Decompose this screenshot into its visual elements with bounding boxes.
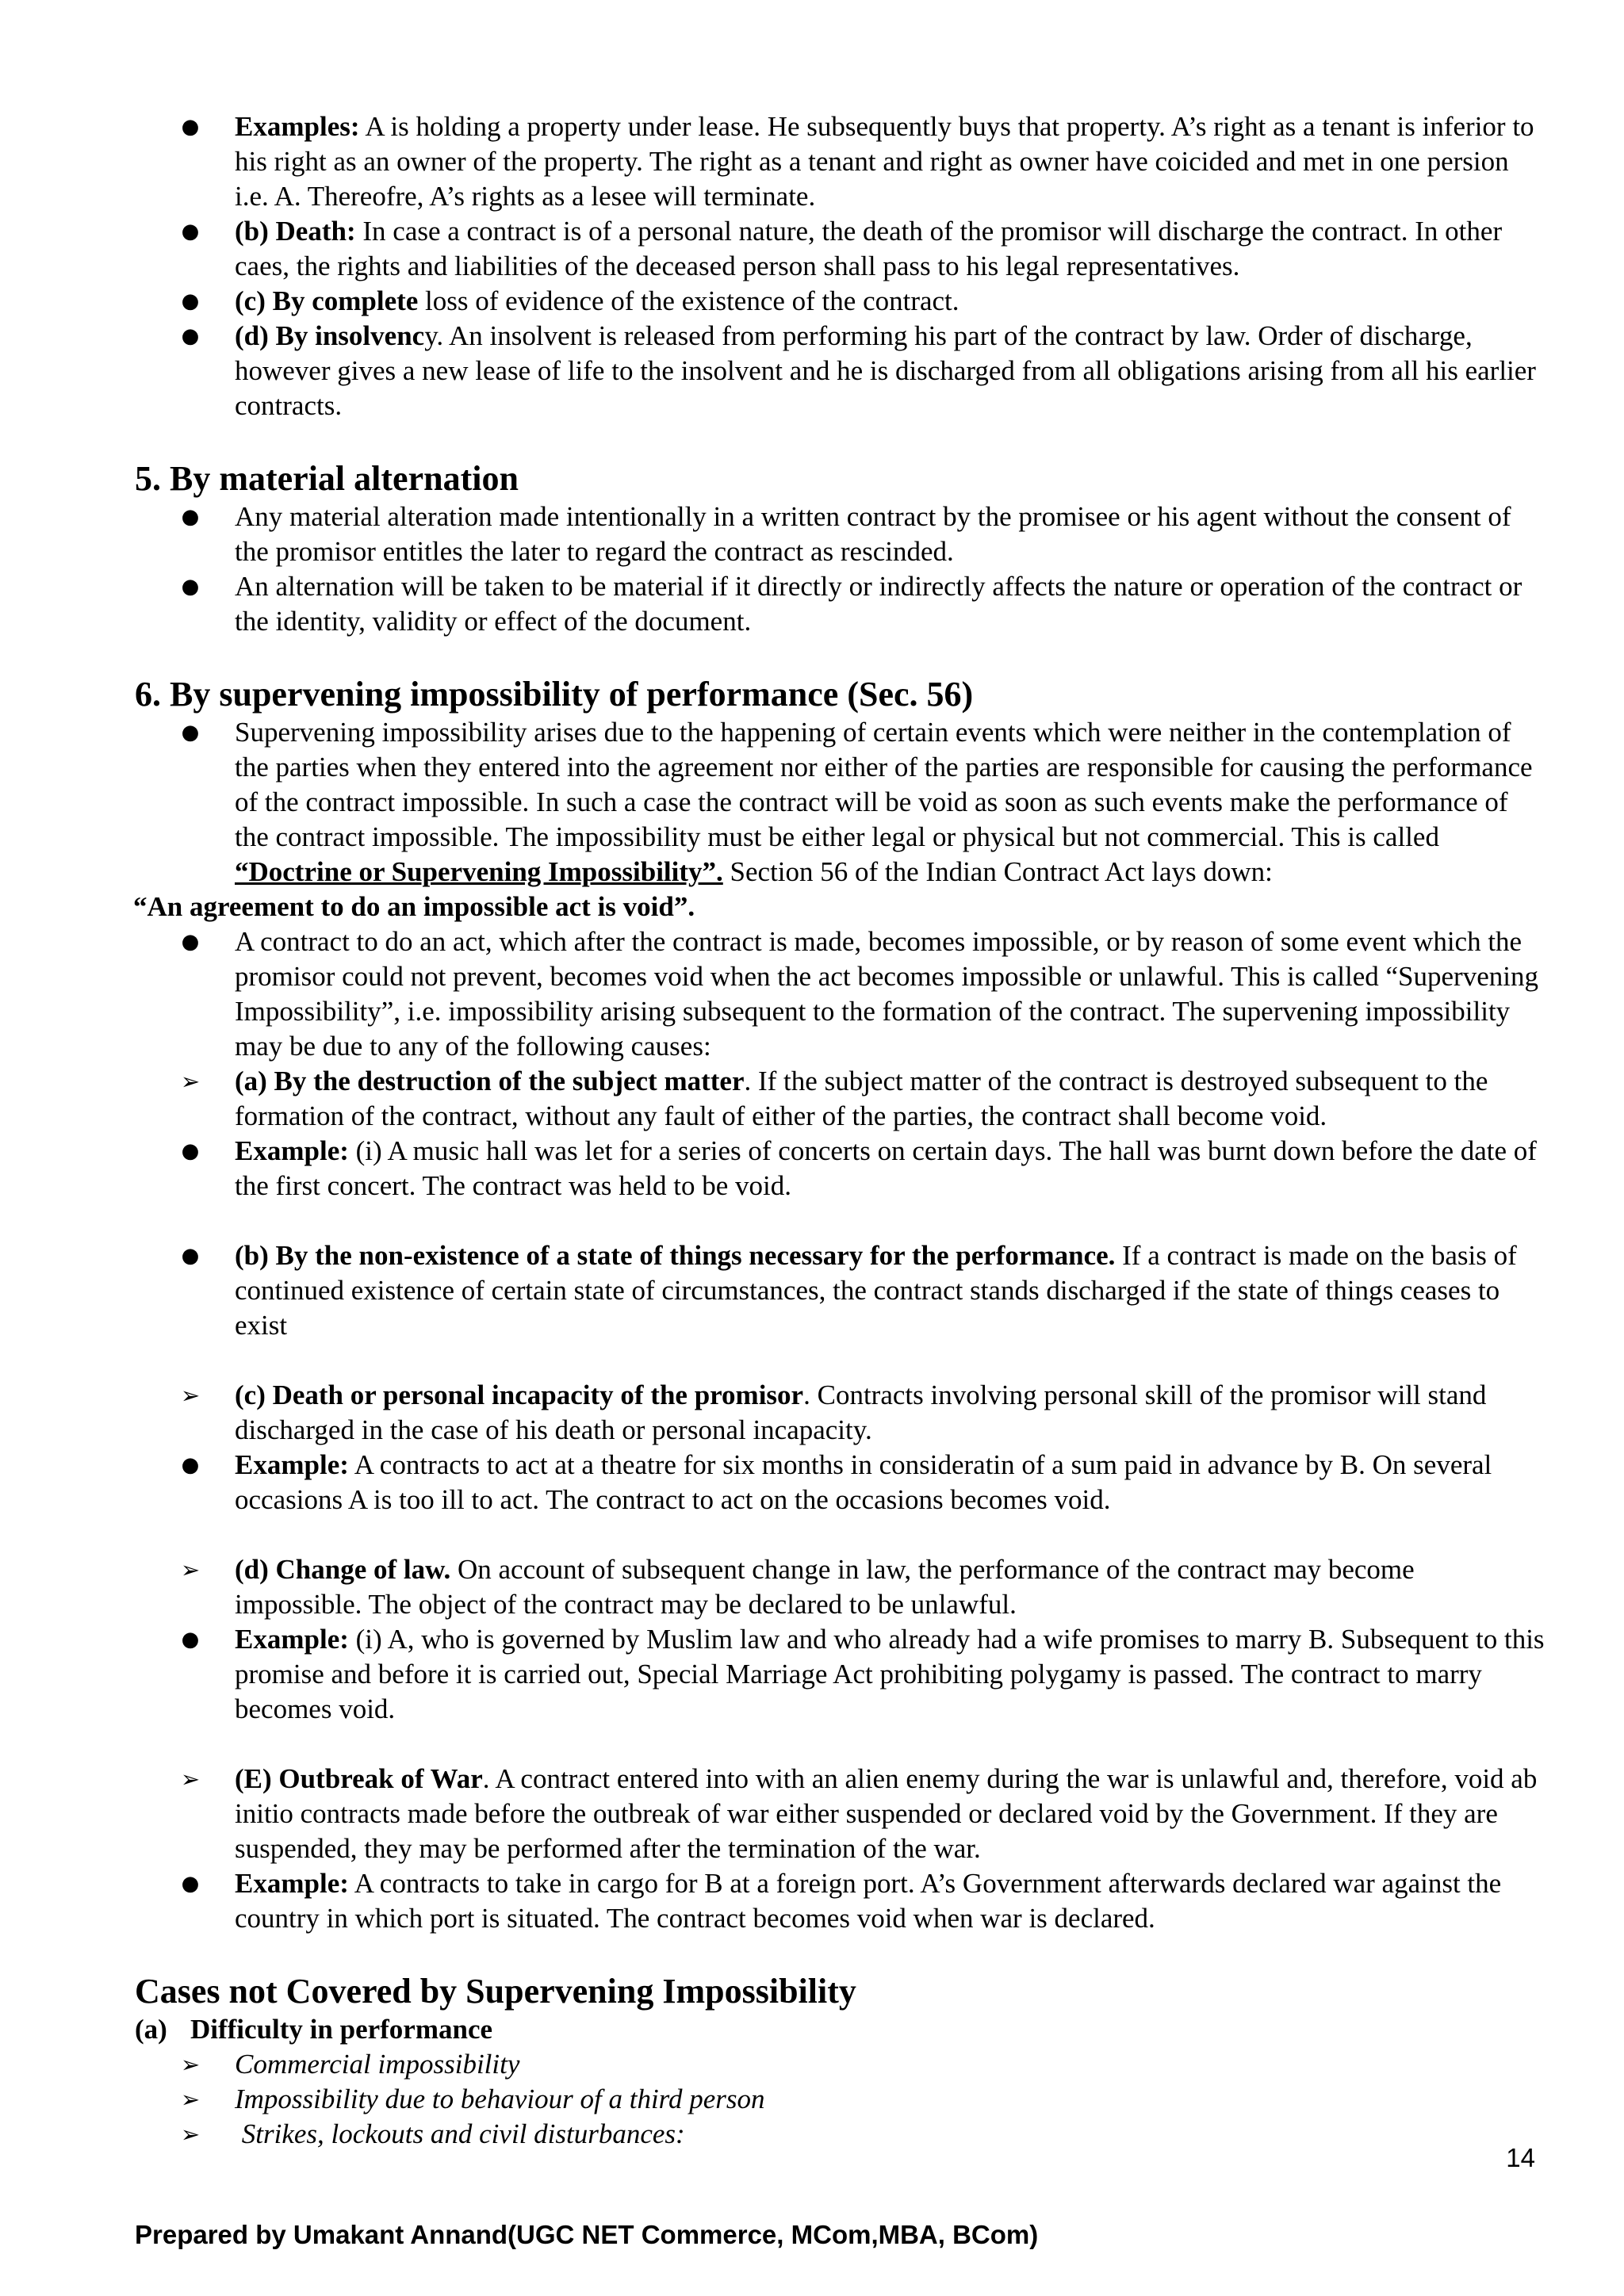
section6-list (135, 924, 1546, 1936)
item-text: . A contract entered into with an alien enemy during the war is unlawful and, therefore, void ab initio contracts made before the outbreak of war either suspended or declared void by the Government. If they are suspended, they may be performed after the termination of the war. (235, 1763, 1538, 1864)
list-item (135, 109, 1546, 214)
bullet-icon: ● (181, 505, 200, 529)
list-item (135, 2047, 1546, 2082)
bullet-icon: ● (181, 1139, 200, 1163)
item-text: An alternation will be taken to be material if it directly or indirectly affects the nature or operation of the contract or the identity, validity or effect of the document. (235, 571, 1522, 637)
item-lead: (b) Death: (235, 216, 356, 247)
section-heading-5: 5. By material alternation (135, 459, 519, 498)
item-lead: Example: (235, 1868, 349, 1899)
bullet-icon: ● (181, 721, 200, 744)
list-item (135, 1552, 1546, 1622)
item-text: . Contracts involving personal skill of the promisor will stand discharged in the case of his death or personal incapacity. (235, 1380, 1487, 1445)
item-text: Any material alteration made intentionally in a written contract by the promisee or his agent without the consent of the promisor entitles the later to regard the contract as rescinded. (235, 501, 1511, 567)
bullet-icon: ● (181, 1872, 200, 1896)
list-item (135, 2082, 1546, 2117)
list-item (135, 1866, 1546, 1936)
item-lead: (d) Change of law. (235, 1554, 451, 1585)
item-lead: Examples: (235, 111, 360, 142)
item-text: y. An insolvent is released from performing his part of the contract by law. Order of discharge, however gives a new lease of life to the insolvent and he is discharged from all obligations arising from all his earlier contracts. (235, 320, 1536, 421)
item-lead: (c) Death or personal incapacity of the promisor (235, 1380, 804, 1410)
arrow-bullet-icon: ➢ (180, 2121, 201, 2148)
list-item (135, 499, 1546, 569)
section-56-quote: “An agreement to do an impossible act is void”. (133, 891, 695, 922)
arrow-bullet-icon: ➢ (180, 1382, 201, 1409)
item-lead: (a) By the destruction of the subject matter (235, 1066, 745, 1096)
list-item (135, 715, 1546, 890)
item-text: Commercial impossibility (235, 2049, 520, 2080)
arrow-bullet-icon: ➢ (180, 1556, 201, 1583)
item-text: (i) A music hall was let for a series of concerts on certain days. The hall was burnt down before the date of the first concert. The contract was held to be void. (235, 1135, 1537, 1201)
item-text: A contracts to take in cargo for B at a foreign port. A’s Government afterwards declared war against the country in which port is situated. The contract becomes void when war is declared. (235, 1868, 1502, 1934)
list-item (135, 2117, 1546, 2152)
item-text: loss of evidence of the existence of the contract. (418, 285, 959, 316)
section-heading-6: 6. By supervening impossibility of performance (Sec. 56) (135, 675, 974, 714)
item-text: (i) A, who is governed by Muslim law and who already had a wife promises to marry B. Subsequent to this promise and before it is carried out, Special Marriage Act prohibiting polygamy is passed. The contract to marry becomes void. (235, 1624, 1545, 1724)
item-lead: (c) By complete (235, 285, 419, 316)
arrow-bullet-icon: ➢ (180, 1068, 201, 1095)
top-list (135, 109, 1546, 423)
subheading-label: (a) (135, 2014, 167, 2045)
subheading-title: Difficulty in performance (190, 2014, 493, 2045)
list-item (135, 284, 1546, 319)
bullet-icon: ● (181, 1244, 200, 1268)
list-item (135, 319, 1546, 423)
list-item (135, 569, 1546, 639)
item-text: A contract to do an act, which after the contract is made, becomes impossible, or by reason of some event which the promisor could not prevent, becomes void when the act becomes impossible or unlawful. This is called “Supervening Impossibility”, i.e. impossibility arising subsequent to the formation of the contract. The supervening impossibility may be due to any of the following causes: (235, 926, 1538, 1062)
bullet-icon: ● (181, 289, 200, 313)
bullet-icon: ● (181, 115, 200, 139)
item-text: . If the subject matter of the contract is destroyed subsequent to the formation of the contract, without any fault of either of the parties, the contract shall become void. (235, 1066, 1488, 1131)
item-text: On account of subsequent change in law, the performance of the contract may become impossible. The object of the contract may be declared to be unlawful. (235, 1554, 1415, 1620)
list-item (135, 1378, 1546, 1448)
bullet-icon: ● (181, 1453, 200, 1477)
bullet-icon: ● (181, 1628, 200, 1651)
list-item (135, 1064, 1546, 1134)
item-lead: Example: (235, 1449, 349, 1480)
list-item (135, 1448, 1546, 1517)
arrow-bullet-icon: ➢ (180, 2086, 201, 2113)
bullet-icon: ● (181, 324, 200, 348)
bullet-icon: ● (181, 575, 200, 599)
list-item (135, 1134, 1546, 1203)
item-text: A contracts to act at a theatre for six months in consideratin of a sum paid in advance by B. On several occasions A is too ill to act. The contract to act on the occasions becomes void. (235, 1449, 1492, 1515)
list-item (135, 214, 1546, 284)
page-content (135, 109, 1546, 2152)
item-lead: (E) Outbreak of War (235, 1763, 483, 1794)
intro-text-tail: Section 56 of the Indian Contract Act lays down: (722, 856, 1273, 887)
item-text: Strikes, lockouts and civil disturbances: (235, 2118, 685, 2149)
list-item (135, 1238, 1546, 1343)
item-text: If a contract is made on the basis of continued existence of certain state of circumstances, the contract stands discharged if the state of things ceases to exist (235, 1240, 1517, 1341)
item-text: In case a contract is of a personal nature, the death of the promisor will discharge the contract. In other caes, the rights and liabilities of the deceased person shall pass to his legal representatives. (235, 216, 1503, 281)
arrow-bullet-icon: ➢ (180, 2051, 201, 2078)
item-text: Impossibility due to behaviour of a third person (235, 2084, 765, 2114)
bullet-icon: ● (181, 220, 200, 243)
arrow-bullet-icon: ➢ (180, 1766, 201, 1793)
cases-heading: Cases not Covered by Supervening Impossibility (135, 1972, 856, 2011)
list-item (135, 924, 1546, 1064)
list-item (135, 1622, 1546, 1727)
page-number: 14 (1506, 2143, 1535, 2172)
page-footer: Prepared by Umakant Annand(UGC NET Commerce, MCom,MBA, BCom) (135, 2220, 1039, 2249)
cases-subheading (135, 2012, 1546, 2047)
intro-text: Supervening impossibility arises due to the happening of certain events which were neither in the contemplation of the parties when they entered into the agreement nor either of the parties are responsible for causing the performance of the contract impossible. In such a case the contract will be void as soon as such events make the performance of the contract impossible. The impossibility must be either legal or physical but not commercial. This is called (235, 717, 1533, 852)
item-lead: (d) By insolvenc (235, 320, 425, 351)
doctrine-term: “Doctrine or Supervening Impossibility”. (235, 856, 723, 887)
item-lead: (b) By the non-existence of a state of things necessary for the performance. (235, 1240, 1116, 1271)
item-lead: Example: (235, 1624, 349, 1655)
bullet-icon: ● (181, 930, 200, 954)
list-item (135, 1762, 1546, 1866)
item-text: A is holding a property under lease. He subsequently buys that property. A’s right as a tenant is inferior to his right as an owner of the property. The right as a tenant and right as owner have coicided and met in one persion i.e. A. Thereofre, A’s rights as a lesee will terminate. (235, 111, 1534, 212)
item-lead: Example: (235, 1135, 349, 1166)
